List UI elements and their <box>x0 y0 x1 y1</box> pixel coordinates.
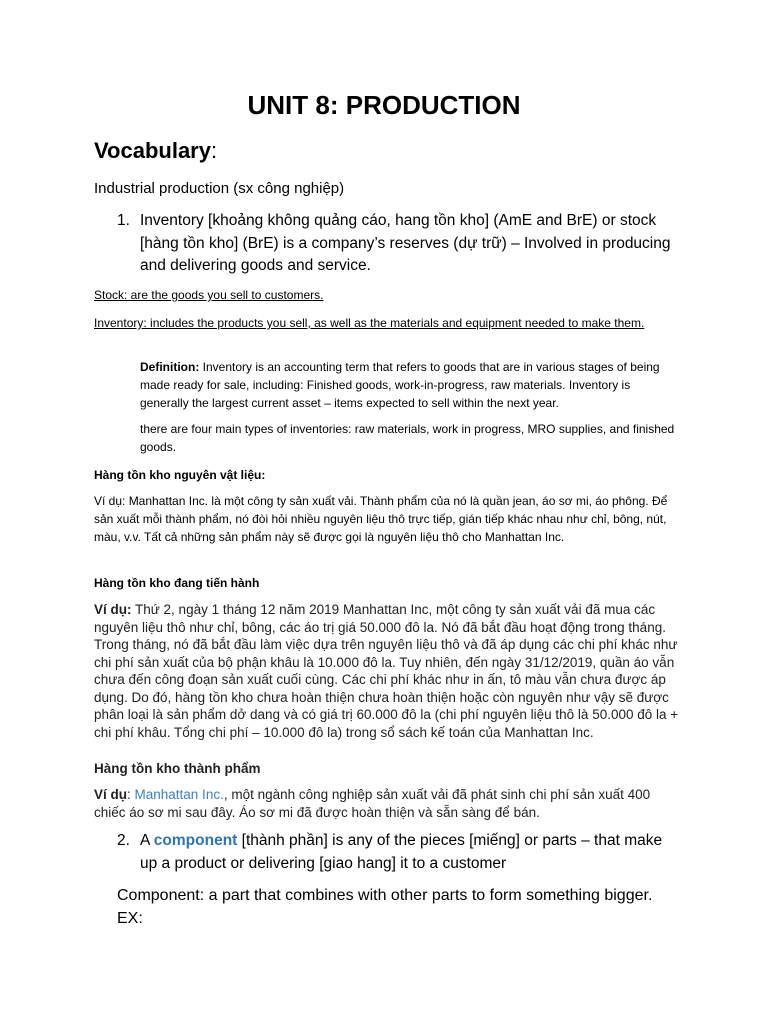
component-definition: Component: a part that combines with other parts to form something bigger. EX: <box>117 887 653 927</box>
stock-definition: Stock: are the goods you sell to customers. <box>94 288 324 302</box>
item-2-body: [thành phần] is any of the pieces [miếng] or parts – that make up a product or delivering [giao hang] it to a customer <box>140 832 663 872</box>
raw-materials-example: Ví dụ: Manhattan Inc. là một công ty sản xuất vải. Thành phẩm của nó là quần jean, áo sơ mi, áo phông. Để sản xuất mỗi thành phẩm, nó đòi hỏi nhiều nguyên liệu thô trực tiếp, gián tiếp khác nhau như chỉ, bông, nút, màu, v.v. Tất cả những sản phẩm này sẽ được gọi là nguyên liệu thô cho Manhattan Inc. <box>94 494 668 544</box>
finished-goods-example <box>94 786 679 821</box>
finished-example-colon: : <box>127 787 135 802</box>
definition-label: Definition: <box>140 360 200 374</box>
raw-materials-heading: Hàng tồn kho nguyên vật liệu: <box>94 468 266 482</box>
finished-example-text: , một ngành công nghiệp sản xuất vải đã phát sinh chi phí sản xuất 400 chiếc áo sơ mi sau đây. Áo sơ mi đã được hoàn thiện và sẵn sàng để bán. <box>94 787 651 820</box>
manhattan-link[interactable]: Manhattan Inc. <box>134 787 224 802</box>
finished-goods-heading: Hàng tồn kho thành phẩm <box>94 761 261 776</box>
item-2-number: 2. <box>117 832 130 849</box>
inventory-definition: Inventory: includes the products you sell, as well as the materials and equipment needed to make them. <box>94 316 645 330</box>
wip-example-label: Ví dụ: <box>94 602 132 617</box>
section-heading: Industrial production (sx công nghiệp) <box>94 180 345 197</box>
definition-text: Inventory is an accounting term that refers to goods that are in various stages of being made ready for sale, including: Finished goods, work-in-progress, raw materials. Inventory is generally the largest current asset – items expected to sell within the next year. <box>140 360 660 410</box>
item-2-prefix: A <box>140 832 154 849</box>
component-keyword: component <box>153 832 238 849</box>
wip-example <box>94 601 679 741</box>
inventory-types: there are four main types of inventories: raw materials, work in progress, MRO supplies, and finished goods. <box>140 422 675 454</box>
vocabulary-label: Vocabulary <box>94 138 211 163</box>
wip-example-text: Thứ 2, ngày 1 tháng 12 năm 2019 Manhattan Inc, một công ty sản xuất vải đã mua các nguyên liệu thô như chỉ, bông, các áo trị giá 50.000 đô la. Nó đã bắt đầu hoạt động trong tháng. Trong tháng, nó đã bắt đầu làm việc dựa trên nguyên liệu thô và đã áp dụng các chi phí khác như chi phí sản xuất của bộ phận khâu là 10.000 đô la. Tuy nhiên, đến ngày 31/12/2019, quần áo vẫn chưa đến công đoạn sản xuất cuối cùng. Các chi phí khác như in ấn, tô màu vẫn chưa được áp dụng. Do đó, hàng tồn kho chưa hoàn thiện chưa hoàn thiện hoặc còn nguyên như vậy sẽ được phân loại là sản phẩm dở dang và có giá trị 60.000 đô la (chi phí nguyên liệu thô là 50.000 đô la + chi phí khâu. Tổng chi phí – 10.000 đô la) trong sổ sách kế toán của Manhattan Inc. <box>94 602 679 740</box>
definition-paragraph <box>140 358 680 412</box>
finished-example-label: Ví dụ <box>94 787 127 802</box>
wip-heading: Hàng tồn kho đang tiến hành <box>94 576 260 590</box>
item-1-text: Inventory [khoảng không quảng cáo, hang tồn kho] (AmE and BrE) or stock [hàng tồn kho] (BrE) is a company’s reserves (dự trữ) – Involved in producing and delivering goods and service. <box>140 212 671 274</box>
item-2-text <box>140 830 680 875</box>
page-title: UNIT 8: PRODUCTION <box>247 90 521 120</box>
item-1-number: 1. <box>117 212 130 229</box>
vocabulary-colon: : <box>210 138 218 163</box>
vocabulary-heading <box>94 138 217 164</box>
